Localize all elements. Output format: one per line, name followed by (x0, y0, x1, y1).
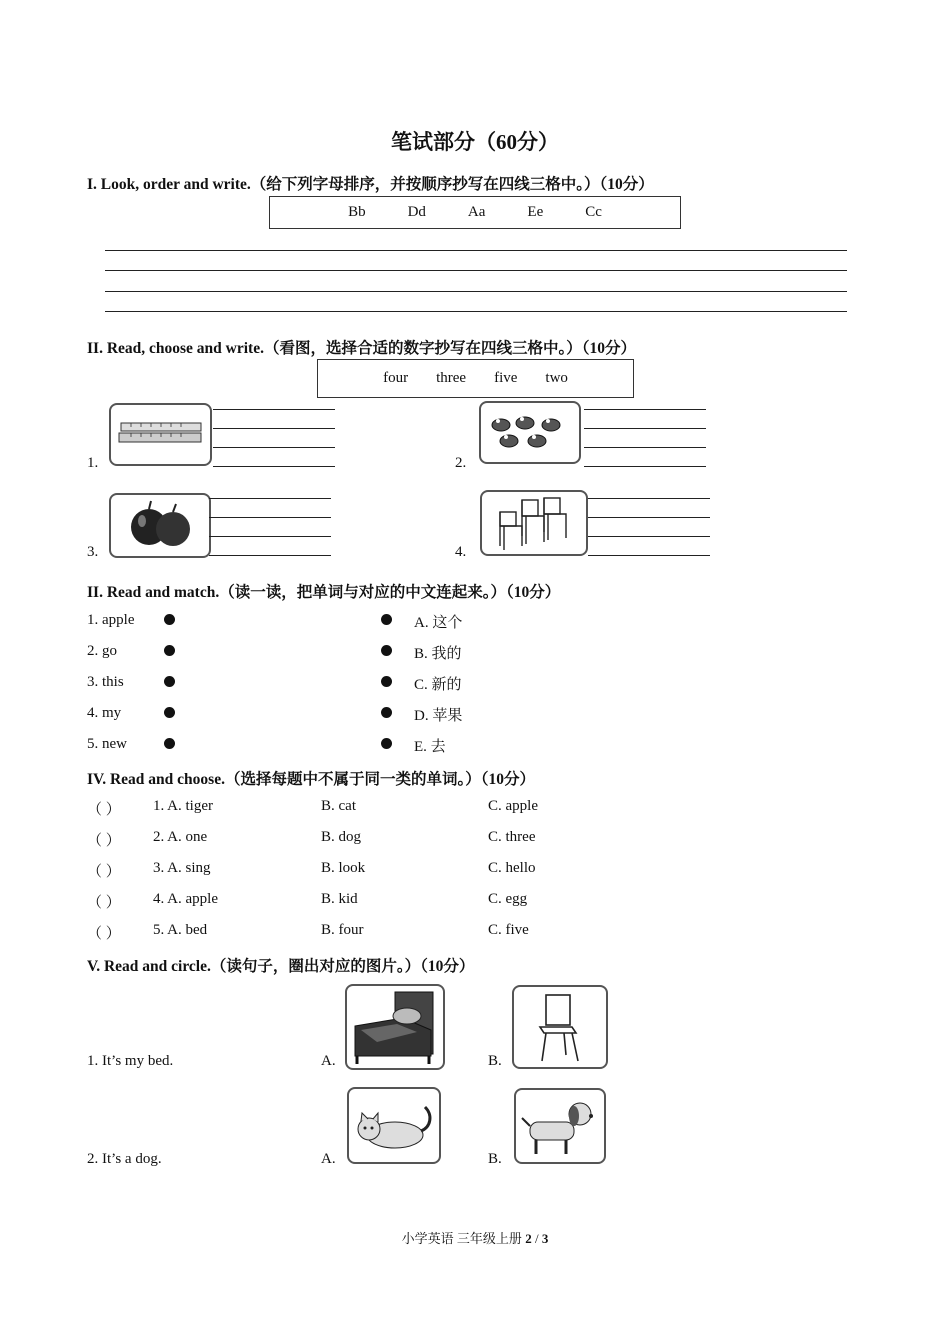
match-dot-right[interactable] (381, 707, 392, 718)
writing-line (105, 311, 847, 312)
page-total: 3 (541, 1231, 549, 1246)
answer-paren[interactable]: （ ） (87, 864, 121, 880)
option-a: 4. A. apple (153, 891, 218, 907)
match-meaning: A. 这个 (414, 615, 463, 631)
option-label: B. (488, 1151, 502, 1167)
letters-box (269, 196, 681, 229)
option-c: C. apple (488, 798, 538, 814)
option-c: C. hello (488, 860, 536, 876)
option-c: C. egg (488, 891, 528, 907)
number-word: two (545, 370, 568, 386)
answer-paren[interactable]: （ ） (87, 833, 121, 849)
match-meaning: E. 去 (414, 739, 446, 755)
match-word: 4. my (87, 705, 122, 721)
cat-icon[interactable] (347, 1087, 441, 1164)
item-number: 2. (455, 455, 467, 471)
match-dot-left[interactable] (164, 707, 175, 718)
option-a: 3. A. sing (153, 860, 211, 876)
match-dot-right[interactable] (381, 676, 392, 687)
page-number: 2 (525, 1231, 532, 1246)
match-dot-left[interactable] (164, 676, 175, 687)
item-number: 1. (87, 455, 99, 471)
chairs-icon (480, 490, 588, 556)
section-2-heading: II. Read, choose and write.（看图，选择合适的数字抄写在四线三格中。）（10分） (87, 340, 636, 357)
answer-lines[interactable] (209, 498, 331, 556)
writing-line (105, 250, 847, 251)
option-label: A. (321, 1151, 336, 1167)
answer-paren[interactable]: （ ） (87, 895, 121, 911)
option-a: 1. A. tiger (153, 798, 213, 814)
match-meaning: D. 苹果 (414, 708, 463, 724)
option-a: 2. A. one (153, 829, 208, 845)
option-b: B. look (321, 860, 366, 876)
rulers-icon (109, 403, 212, 466)
answer-paren[interactable]: （ ） (87, 802, 121, 818)
option-c: C. five (488, 922, 529, 938)
match-meaning: B. 我的 (414, 646, 462, 662)
item-number: 4. (455, 544, 467, 560)
match-dot-right[interactable] (381, 645, 392, 656)
match-dot-right[interactable] (381, 614, 392, 625)
answer-lines[interactable] (584, 409, 706, 467)
match-dot-left[interactable] (164, 645, 175, 656)
match-word: 2. go (87, 643, 117, 659)
footer-text: 小学英语 三年级上册 (401, 1231, 522, 1246)
option-a: 5. A. bed (153, 922, 208, 938)
apples-icon (109, 493, 211, 558)
answer-lines[interactable] (213, 409, 335, 467)
option-label: B. (488, 1053, 502, 1069)
option-b: B. kid (321, 891, 358, 907)
section-1-heading: I. Look, order and write.（给下列字母排序，并按顺序抄写在四线三格中。）（10分） (87, 176, 654, 193)
option-label: A. (321, 1053, 336, 1069)
match-word: 1. apple (87, 612, 135, 628)
section-4-heading: IV. Read and choose.（选择每题中不属于同一类的单词。）（10分） (87, 771, 535, 788)
writing-line (105, 270, 847, 271)
match-word: 5. new (87, 736, 127, 752)
match-meaning: C. 新的 (414, 677, 462, 693)
option-b: B. four (321, 922, 364, 938)
page-title: 笔试部分（60分） (391, 130, 559, 154)
number-word: five (494, 370, 518, 386)
letter: Aa (467, 204, 486, 220)
number-word: four (383, 370, 409, 386)
item-number: 3. (87, 544, 99, 560)
bed-icon[interactable] (345, 984, 445, 1070)
writing-line (105, 291, 847, 292)
page-separator: / (534, 1231, 539, 1246)
letter: Ee (527, 204, 544, 220)
match-word: 3. this (87, 674, 124, 690)
number-words-box (317, 359, 634, 398)
option-b: B. cat (321, 798, 356, 814)
dog-icon[interactable] (514, 1088, 606, 1164)
letter: Cc (585, 204, 602, 220)
sentence: 2. It’s a dog. (87, 1151, 162, 1167)
frogs-icon (479, 401, 581, 464)
page-footer (0, 1228, 950, 1247)
match-dot-left[interactable] (164, 738, 175, 749)
sentence: 1. It’s my bed. (87, 1053, 174, 1069)
number-word: three (436, 370, 467, 386)
section-3-heading: II. Read and match.（读一读，把单词与对应的中文连起来。）（10分） (87, 584, 561, 601)
match-dot-left[interactable] (164, 614, 175, 625)
answer-lines[interactable] (588, 498, 710, 556)
chair-icon[interactable] (512, 985, 608, 1069)
answer-paren[interactable]: （ ） (87, 926, 121, 942)
letter: Dd (407, 204, 426, 220)
option-c: C. three (488, 829, 536, 845)
letter: Bb (348, 204, 366, 220)
section-5-heading: V. Read and circle.（读句子，圈出对应的图片。）（10分） (87, 958, 475, 975)
match-dot-right[interactable] (381, 738, 392, 749)
option-b: B. dog (321, 829, 362, 845)
